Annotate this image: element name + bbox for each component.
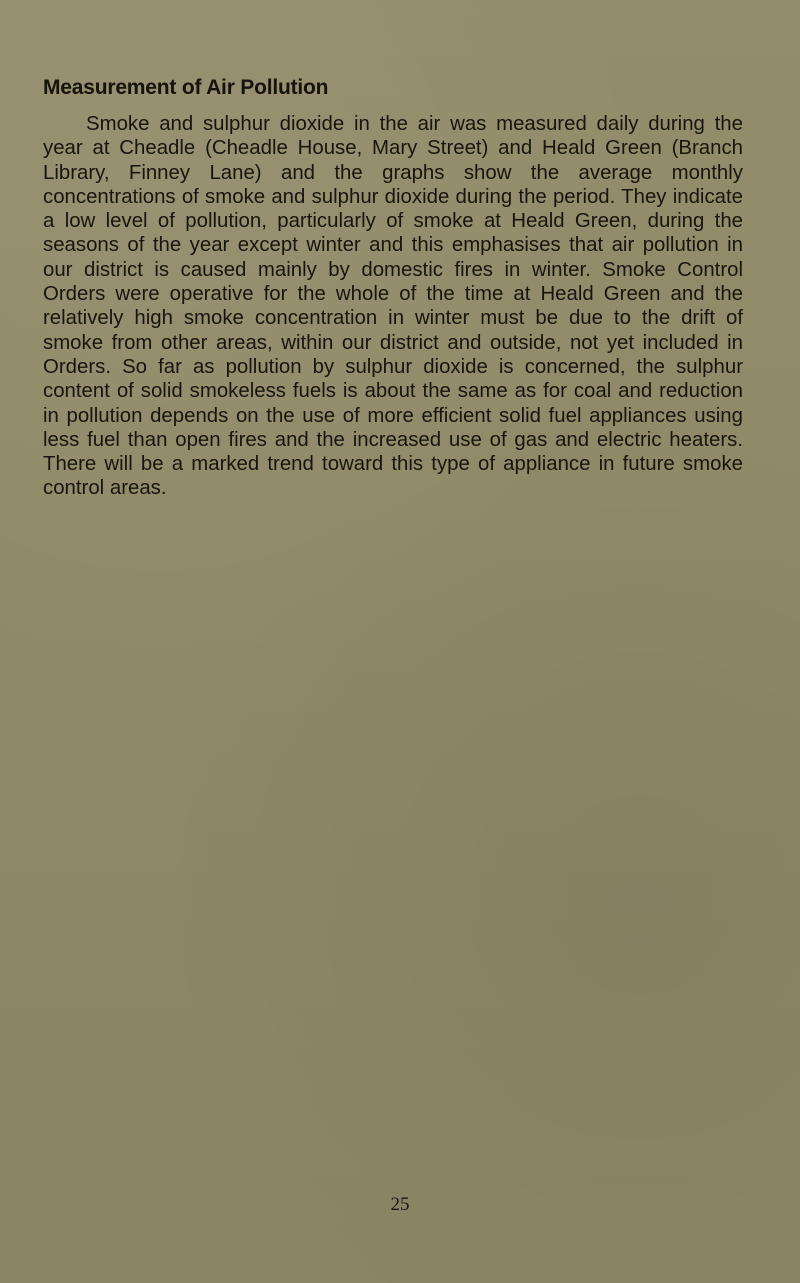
body-paragraph: Smoke and sulphur dioxide in the air was measured daily during the year at Cheadle (Cheadle House, Mary Street) and Heald Green (Branch Library, Finney Lane) and the graphs show the average monthly concentrations of smoke and sulphur dioxide during the period. They indicate a low level of pollution, particularly of smoke at Heald Green, during the seasons of the year except winter and this emphasises that air pollution in our district is caused mainly by domestic fires in winter. Smoke Control Orders were operative for the whole of the time at Heald Green and the relatively high smoke concentration in winter must be due to the drift of smoke from other areas, within our district and outside, not yet included in Orders. So far as pollution by sulphur dioxide is concerned, the sulphur content of solid smokeless fuels is about the same as for coal and reduction in pollution depends on the use of more efficient solid fuel appliances using less fuel than open fires and the increased use of gas and electric heaters. There will be a marked trend toward this type of appliance in future smoke control areas. (43, 113, 743, 500)
section-heading: Measurement of Air Pollution (43, 76, 329, 99)
page-number: 25 (390, 1194, 410, 1215)
